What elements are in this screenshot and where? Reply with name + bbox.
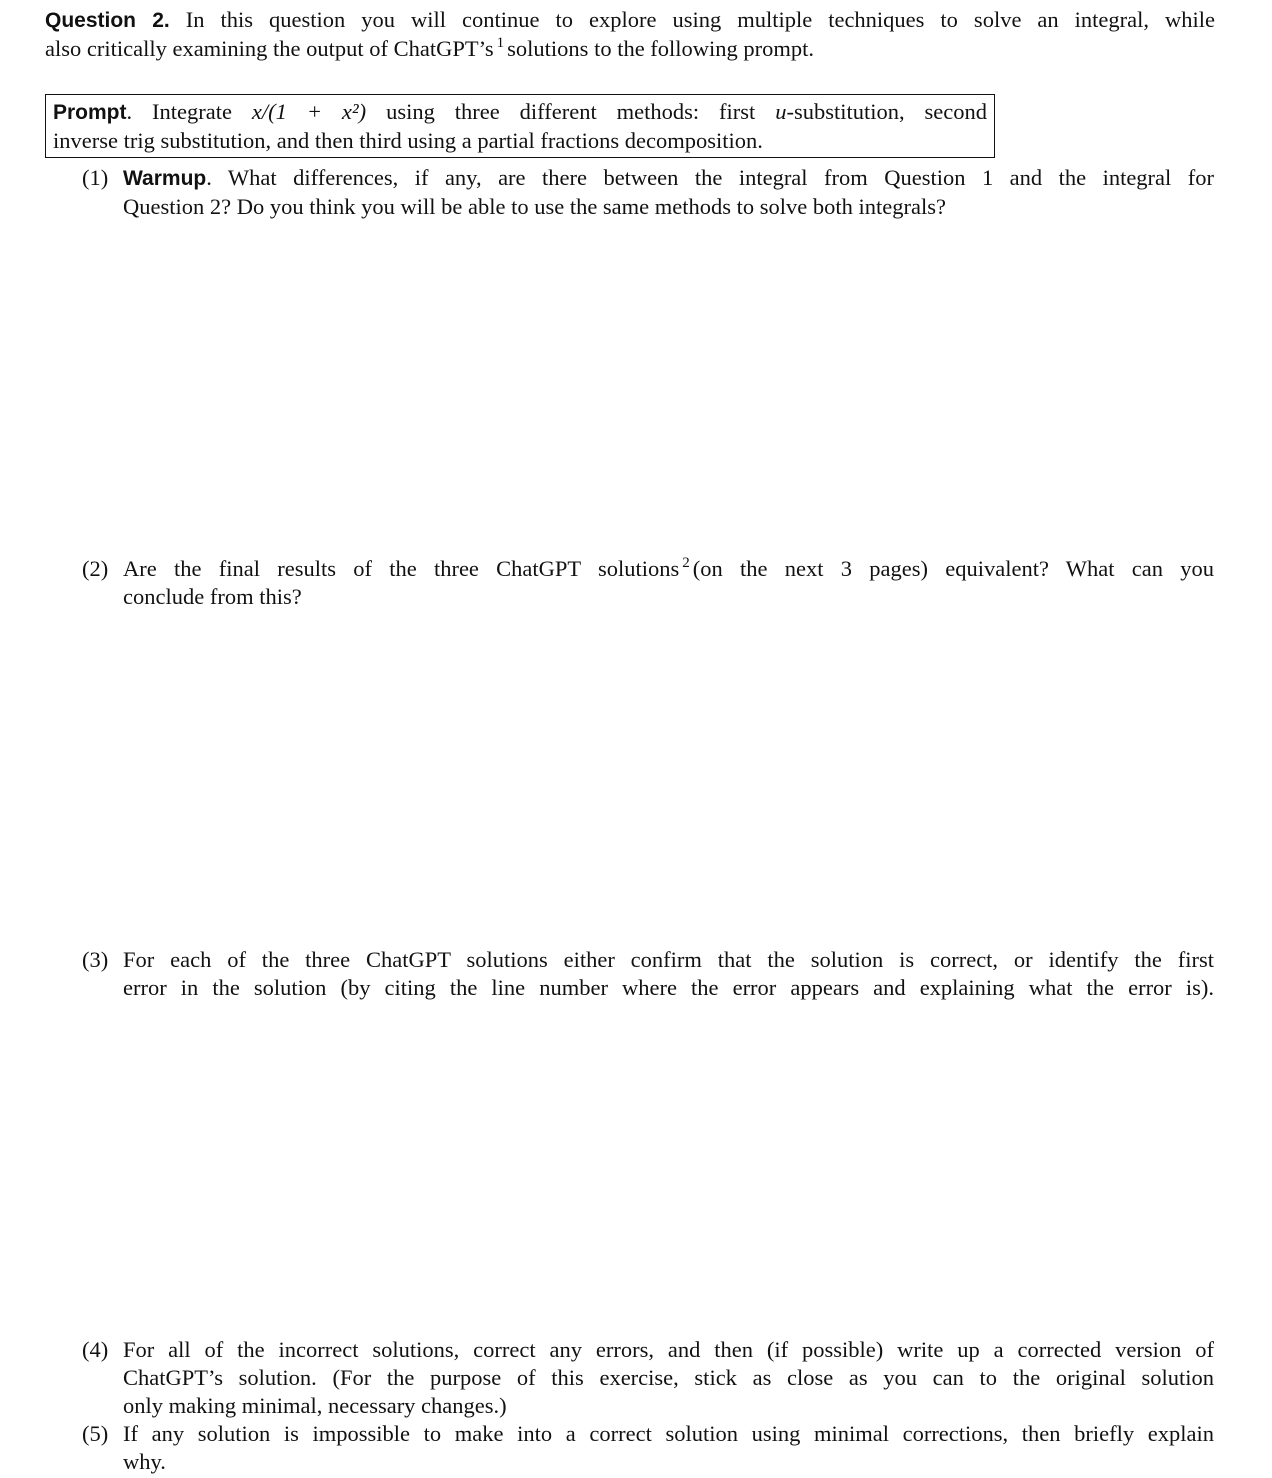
item-line — [123, 555, 1214, 583]
item-number: (1) — [82, 165, 109, 190]
question-item-1 — [82, 164, 1214, 221]
prompt-box — [45, 94, 995, 158]
question-intro-text-2b: solutions to the following prompt. — [507, 36, 815, 61]
item-line: Question 2? Do you think you will be able to use the same methods to solve both integrals? — [123, 194, 946, 219]
item-body — [123, 555, 1214, 611]
item-line: ChatGPT’s solution. (For the purpose of this exercise, stick as close as you can to the original solution — [123, 1365, 1214, 1390]
item-body — [123, 946, 1214, 1002]
question-intro-text-2a: also critically examining the output of ChatGPT’s — [45, 36, 494, 61]
question-heading — [45, 6, 1215, 63]
prompt-text-c: -substitution, second — [786, 99, 987, 124]
item-line: For all of the incorrect solutions, correct any errors, and then (if possible) write up a corrected version of — [123, 1337, 1214, 1362]
question-intro-line1 — [45, 6, 1215, 35]
item-text: Are the final results of the three ChatGPT solutions — [123, 556, 680, 581]
item-number: (3) — [82, 947, 109, 972]
warmup-label: Warmup — [123, 167, 207, 190]
item-number: (4) — [82, 1337, 109, 1362]
footnote-marker-1: 1 — [496, 35, 505, 51]
item-body — [123, 1336, 1214, 1420]
question-intro-text: In this question you will continue to explore using multiple techniques to solve an integral, while — [185, 7, 1216, 32]
question-intro-line2 — [45, 35, 1215, 63]
prompt-text-a: . Integrate — [126, 99, 232, 124]
item-line: error in the solution (by citing the line number where the error appears and explaining what the error is). — [123, 975, 1214, 1000]
item-body — [123, 1420, 1214, 1476]
item-text: (on the next 3 pages) equivalent? What can you — [692, 556, 1214, 581]
prompt-line2: inverse trig substitution, and then third using a partial fractions decomposition. — [53, 128, 763, 153]
question-label: Question 2. — [45, 9, 170, 32]
question-item-4 — [82, 1336, 1214, 1420]
question-item-3 — [82, 946, 1214, 1002]
prompt-math-expression: x/(1 + x²) — [251, 99, 367, 124]
prompt-text-b: using three different methods: first — [386, 99, 756, 124]
prompt-math-u: u — [775, 99, 787, 124]
item-line: only making minimal, necessary changes.) — [123, 1393, 507, 1418]
prompt-label: Prompt — [53, 101, 127, 124]
prompt-line1 — [53, 98, 987, 127]
item-number: (2) — [82, 556, 109, 581]
item-line — [123, 164, 1214, 193]
question-item-5 — [82, 1420, 1214, 1476]
question-item-2 — [82, 555, 1214, 611]
item-body — [123, 164, 1214, 221]
item-line: If any solution is impossible to make into a correct solution using minimal corrections, then briefly explain — [123, 1421, 1214, 1446]
item-line: why. — [123, 1449, 166, 1474]
item-number: (5) — [82, 1421, 109, 1446]
item-line: For each of the three ChatGPT solutions either confirm that the solution is correct, or identify the first — [123, 947, 1214, 972]
item-line: conclude from this? — [123, 584, 302, 609]
item-text: . What differences, if any, are there between the integral from Question 1 and the integral for — [206, 165, 1214, 190]
footnote-marker-2: 2 — [682, 555, 690, 571]
